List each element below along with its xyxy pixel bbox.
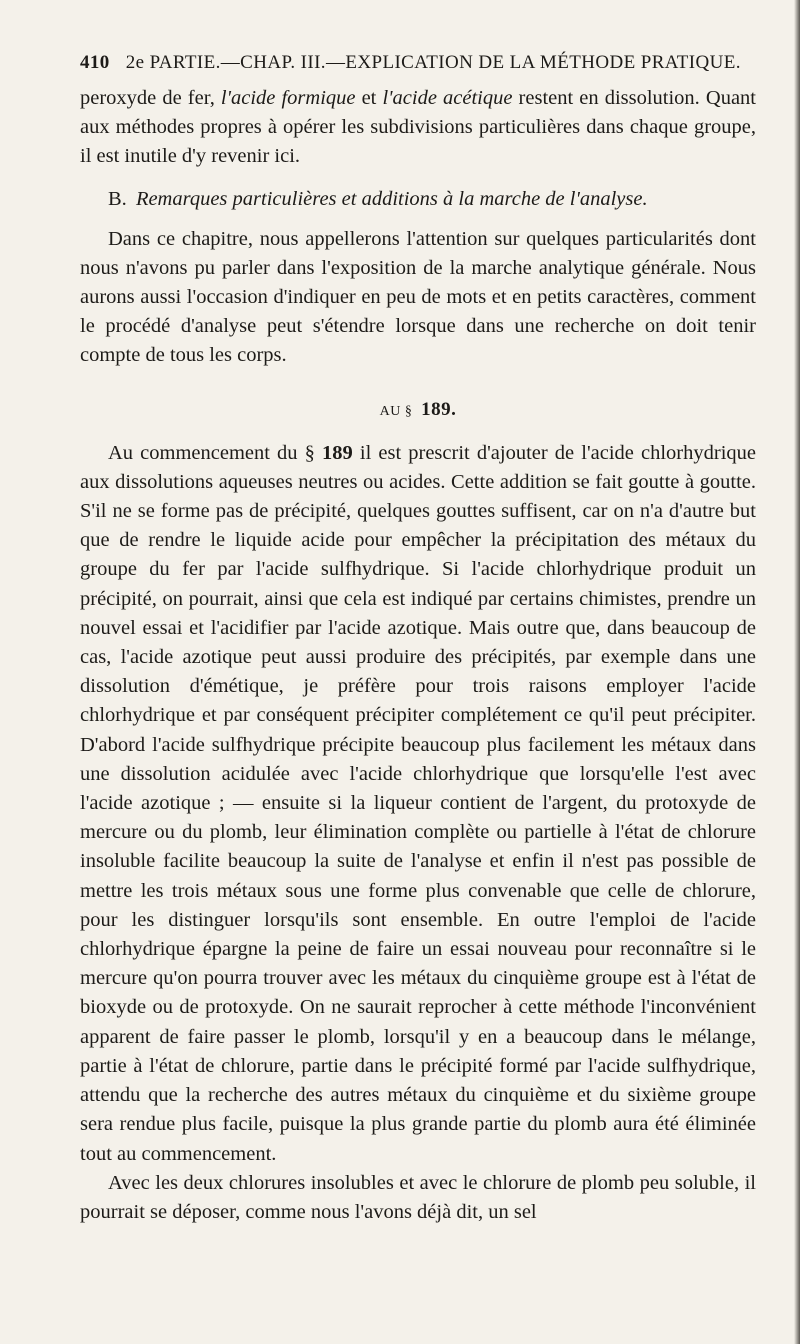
text-run: et: [355, 87, 383, 109]
subheading-letter: B.: [108, 187, 127, 210]
section-number: 189.: [421, 398, 457, 420]
paragraph-final: Avec les deux chlorures insolubles et avec le chlorure de plomb peu soluble, il pourrait se déposer, comme nous l'avons déjà dit, un sel: [80, 1171, 756, 1223]
running-title: 2e PARTIE.—CHAP. III.—EXPLICATION DE LA MÉTHODE PRATIQUE.: [125, 52, 741, 73]
text-run: il est prescrit d'ajouter de l'acide chlorhydrique aux dissolutions aqueuses neutres ou acides. Cette addition se fait goutte à goutte. S'il ne se forme pas de précipité, quelques gouttes suffisent, car on n'a d'autre but que de rendre le liquide acide pour empêcher la précipitation des métaux du groupe du fer par l'acide sulfhydrique. Si l'acide chlorhydrique produit un précipité, on pourrait, ainsi que cela est indiqué par certains chimistes, prendre un nouvel essai et l'acidifier par l'acide azotique. Mais outre que, dans beaucoup de cas, l'acide azotique peut aussi produire des précipités, par exemple dans une dissolution d'émétique, je préfère pour trois raisons employer l'acide chlorhydrique et par conséquent précipiter complétement ce qu'il peut précipiter. D'abord l'acide sulfhydrique précipite beaucoup plus facilement les métaux dans une dissolution acidulée avec l'acide chlorhydrique que lorsqu'elle l'est avec l'acide azotique ; — ensuite si la liqueur contient de l'argent, du protoxyde de mercure ou du plomb, leur élimination complète ou partielle à l'état de chlorure insoluble facilite beaucoup la suite de l'analyse et enfin il n'est pas possible de mettre les trois métaux sous une forme plus convenable que celle de chlorure, pour les distinguer lorsqu'ils sont ensemble. En outre l'emploi de l'acide chlorhydrique épargne la peine de faire un essai nouveau pour reconnaître si le mercure qu'on pourra trouver avec les métaux du cinquième groupe est à l'état de bioxyde ou de protoxyde. On ne saurait reprocher à cette méthode l'inconvénient apparent de faire passer le plomb, lorsqu'il y en a beaucoup dans le mélange, partie à l'état de chlorure, partie dans le précipité formé par l'acide sulfhydrique, attendu que la recherche des autres métaux du cinquième et du sixième groupe sera rendue plus facile, puisque la plus grande partie du plomb aura été éliminée tout au commencement.: [80, 441, 756, 1165]
subheading-title: Remarques particulières et additions à la marche de l'analyse.: [135, 187, 648, 210]
text-run: peroxyde de fer,: [80, 87, 221, 109]
page-number: 410: [80, 52, 110, 73]
text-run: restent en dissolution. Quant aux méthodes propres à opérer les subdivisions particulières dans chaque groupe, il est inutile d'y revenir ici.: [80, 87, 756, 168]
page-edge-shadow: [794, 0, 800, 1344]
section-subheading: [80, 188, 756, 211]
paragraph-main: [80, 439, 756, 1169]
paragraph-continuation: [80, 84, 756, 172]
running-header: [80, 52, 756, 74]
paragraph-intro: Dans ce chapitre, nous appellerons l'attention sur quelques particularités dont nous n'avons pu parler dans l'exposition de la marche analytique générale. Nous aurons aussi l'occasion d'indiquer en peu de mots et en petits caractères, comment le procédé d'analyse peut s'étendre lorsque dans une recherche on doit tenir compte de tous les corps.: [80, 227, 756, 367]
section-reference: [80, 399, 756, 421]
text-run: Au commencement du §: [108, 441, 323, 464]
section-prefix: AU §: [379, 403, 413, 419]
italic-term: l'acide formique: [220, 87, 356, 109]
section-number-inline: 189: [322, 441, 353, 464]
italic-term: l'acide acétique: [382, 87, 513, 109]
